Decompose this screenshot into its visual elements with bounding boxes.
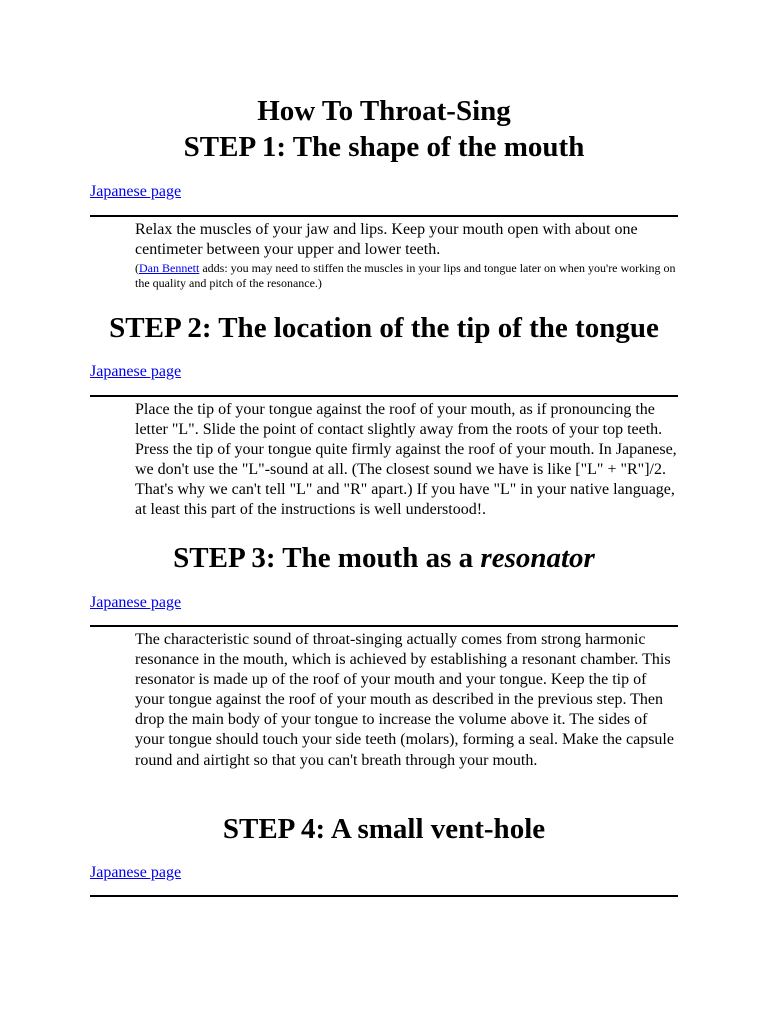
step4-divider [90,895,678,897]
dan-bennett-link[interactable]: Dan Bennett [139,261,200,275]
step2-divider [90,395,678,397]
step1-note-text: adds: you may need to stiffen the muscles in your lips and tongue later on when you're working on the quality and pitch of the resonance.) [135,261,676,290]
japanese-page-link-step2[interactable]: Japanese page [90,363,182,380]
step2-heading: STEP 2: The location of the tip of the tongue [109,312,659,344]
step1-heading: STEP 1: The shape of the mouth [183,131,585,163]
step4-heading: STEP 4: A small vent-hole [222,813,546,845]
step2-body: Place the tip of your tongue against the roof of your mouth, as if pronouncing the letter "L". Slide the point of contact slightly away from the roots of your top teeth. Press the tip of your tongue quite firmly against the roof of your mouth. In Japanese, we don't use the "L"-sound at all. (The closest sound we have is like ["L" + "R"]/2. That's why we can't tell "L" and "R" apart.) If you have "L" in your native language, at least this part of the instructions is well understood!. [135,401,677,519]
step1-divider [90,215,678,217]
step1-note-open: ( [135,261,139,275]
japanese-page-link-step4[interactable]: Japanese page [90,864,182,881]
step3-heading-text: STEP 3: The mouth as a [173,542,481,574]
step1-note [135,261,678,290]
japanese-page-link-step3[interactable]: Japanese page [90,594,182,611]
step3-heading [90,540,678,576]
title-block [90,93,678,165]
japanese-page-link-step1[interactable]: Japanese page [90,183,182,200]
page-title: How To Throat-Sing [257,95,511,127]
step3-heading-emphasis: resonator [480,542,595,574]
step3-body: The characteristic sound of throat-singing actually comes from strong harmonic resonance in the mouth, which is achieved by establishing a resonant chamber. This resonator is made up of the roof of your mouth and your tongue. Keep the tip of your tongue against the roof of your mouth as described in the previous step. Then drop the main body of your tongue to increase the volume above it. The sides of your tongue should touch your side teeth (molars), forming a seal. Make the capsule round and airtight so that you can't breath through your mouth. [135,631,674,769]
step1-body: Relax the muscles of your jaw and lips. Keep your mouth open with about one centimeter between your upper and lower teeth. [135,221,638,259]
step3-divider [90,625,678,627]
